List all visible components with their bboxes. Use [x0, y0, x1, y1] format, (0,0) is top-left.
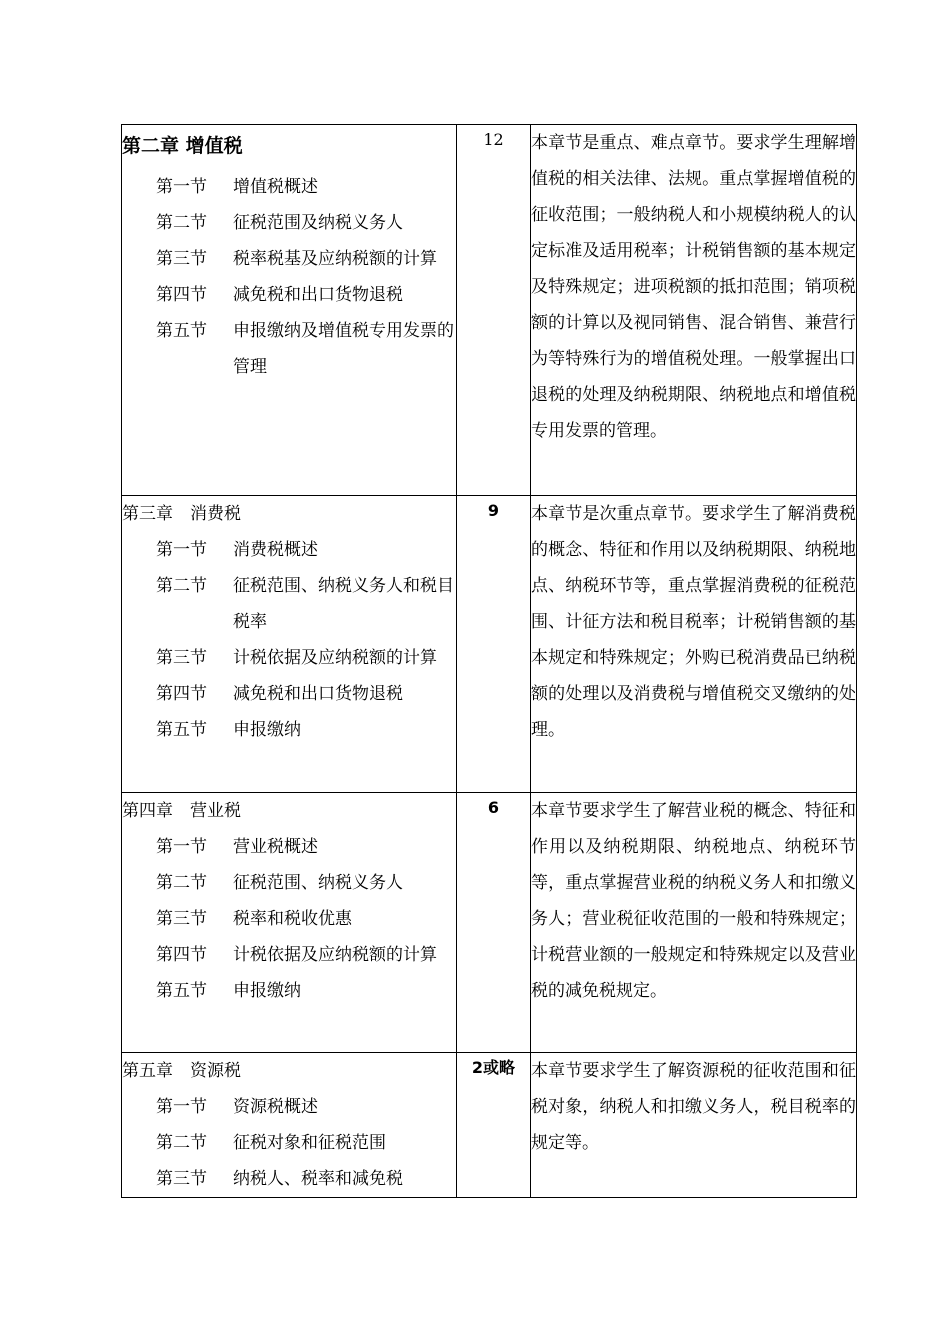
section-number: 第一节	[156, 1097, 207, 1117]
section-title: 计税依据及应纳税额的计算	[233, 945, 437, 965]
section-item	[122, 277, 456, 313]
section-number: 第二节	[156, 576, 207, 596]
chapter-title: 第五章 资源税	[122, 1061, 241, 1081]
table-row	[122, 496, 857, 793]
section-number: 第二节	[156, 213, 207, 233]
section-item	[122, 1161, 456, 1197]
chapter-title: 第二章 增值税	[122, 135, 243, 157]
section-number: 第三节	[156, 1169, 207, 1189]
section-item	[122, 865, 456, 901]
section-number: 第一节	[156, 837, 207, 857]
section-title: 消费税概述	[233, 540, 318, 560]
section-number: 第四节	[156, 945, 207, 965]
section-item	[122, 532, 456, 568]
section-number: 第四节	[156, 285, 207, 305]
section-number: 第二节	[156, 873, 207, 893]
section-item	[122, 973, 456, 1009]
section-number: 第三节	[156, 249, 207, 269]
section-item	[122, 829, 456, 865]
chapter-title: 第三章 消费税	[122, 504, 241, 524]
chapter-cell	[122, 1053, 457, 1198]
section-number: 第二节	[156, 1133, 207, 1153]
chapter-cell	[122, 496, 457, 793]
section-title: 营业税概述	[233, 837, 318, 857]
chapter-cell	[122, 793, 457, 1053]
section-number: 第三节	[156, 648, 207, 668]
table-row	[122, 793, 857, 1053]
hours-cell: 2或略	[457, 1053, 531, 1198]
section-item	[122, 313, 456, 385]
chapter-title: 第四章 营业税	[122, 801, 241, 821]
section-title: 税率和税收优惠	[233, 909, 352, 929]
section-number: 第一节	[156, 540, 207, 560]
section-item	[122, 169, 456, 205]
section-title: 增值税概述	[233, 177, 318, 197]
section-item	[122, 1125, 456, 1161]
table-row	[122, 125, 857, 496]
section-number: 第三节	[156, 909, 207, 929]
section-item	[122, 568, 456, 640]
section-title: 纳税人、税率和减免税	[233, 1169, 403, 1189]
section-item	[122, 901, 456, 937]
section-title: 计税依据及应纳税额的计算	[233, 648, 437, 668]
section-title: 申报缴纳	[233, 981, 301, 1001]
chapter-cell	[122, 125, 457, 496]
hours-cell: 12	[457, 125, 531, 496]
section-title: 资源税概述	[233, 1097, 318, 1117]
section-number: 第一节	[156, 177, 207, 197]
section-item	[122, 676, 456, 712]
section-title: 征税对象和征税范围	[233, 1133, 386, 1153]
requirement-cell: 本章节要求学生了解营业税的概念、特征和作用以及纳税期限、纳税地点、纳税环节等，重点掌握营业税的纳税义务人和扣缴义务人；营业税征收范围的一般和特殊规定；计税营业额的一般规定和特殊规定以及营业税的减免税规定。	[531, 793, 857, 1053]
hours-cell: 6	[457, 793, 531, 1053]
section-title: 申报缴纳	[233, 720, 301, 740]
section-item	[122, 712, 456, 748]
section-item	[122, 640, 456, 676]
hours-cell: 9	[457, 496, 531, 793]
section-title: 减免税和出口货物退税	[233, 684, 403, 704]
section-title: 征税范围、纳税义务人和税目税率	[233, 576, 454, 632]
section-item	[122, 241, 456, 277]
section-number: 第五节	[156, 321, 207, 341]
section-item	[122, 205, 456, 241]
requirement-cell: 本章节是重点、难点章节。要求学生理解增值税的相关法律、法规。重点掌握增值税的征收范围；一般纳税人和小规模纳税人的认定标准及适用税率；计税销售额的基本规定及特殊规定；进项税额的抵扣范围；销项税额的计算以及视同销售、混合销售、兼营行为等特殊行为的增值税处理。一般掌握出口退税的处理及纳税期限、纳税地点和增值税专用发票的管理。	[531, 125, 857, 496]
section-number: 第四节	[156, 684, 207, 704]
table-row	[122, 1053, 857, 1198]
section-number: 第五节	[156, 981, 207, 1001]
syllabus-table	[121, 124, 857, 1198]
section-title: 征税范围、纳税义务人	[233, 873, 403, 893]
requirement-cell: 本章节要求学生了解资源税的征收范围和征税对象，纳税人和扣缴义务人，税目税率的规定等。	[531, 1053, 857, 1198]
section-title: 征税范围及纳税义务人	[233, 213, 403, 233]
section-item	[122, 937, 456, 973]
section-title: 申报缴纳及增值税专用发票的管理	[233, 321, 454, 377]
requirement-cell: 本章节是次重点章节。要求学生了解消费税的概念、特征和作用以及纳税期限、纳税地点、纳税环节等，重点掌握消费税的征税范围、计征方法和税目税率；计税销售额的基本规定和特殊规定；外购已税消费品已纳税额的处理以及消费税与增值税交叉缴纳的处理。	[531, 496, 857, 793]
section-title: 减免税和出口货物退税	[233, 285, 403, 305]
section-title: 税率税基及应纳税额的计算	[233, 249, 437, 269]
section-item	[122, 1089, 456, 1125]
section-number: 第五节	[156, 720, 207, 740]
